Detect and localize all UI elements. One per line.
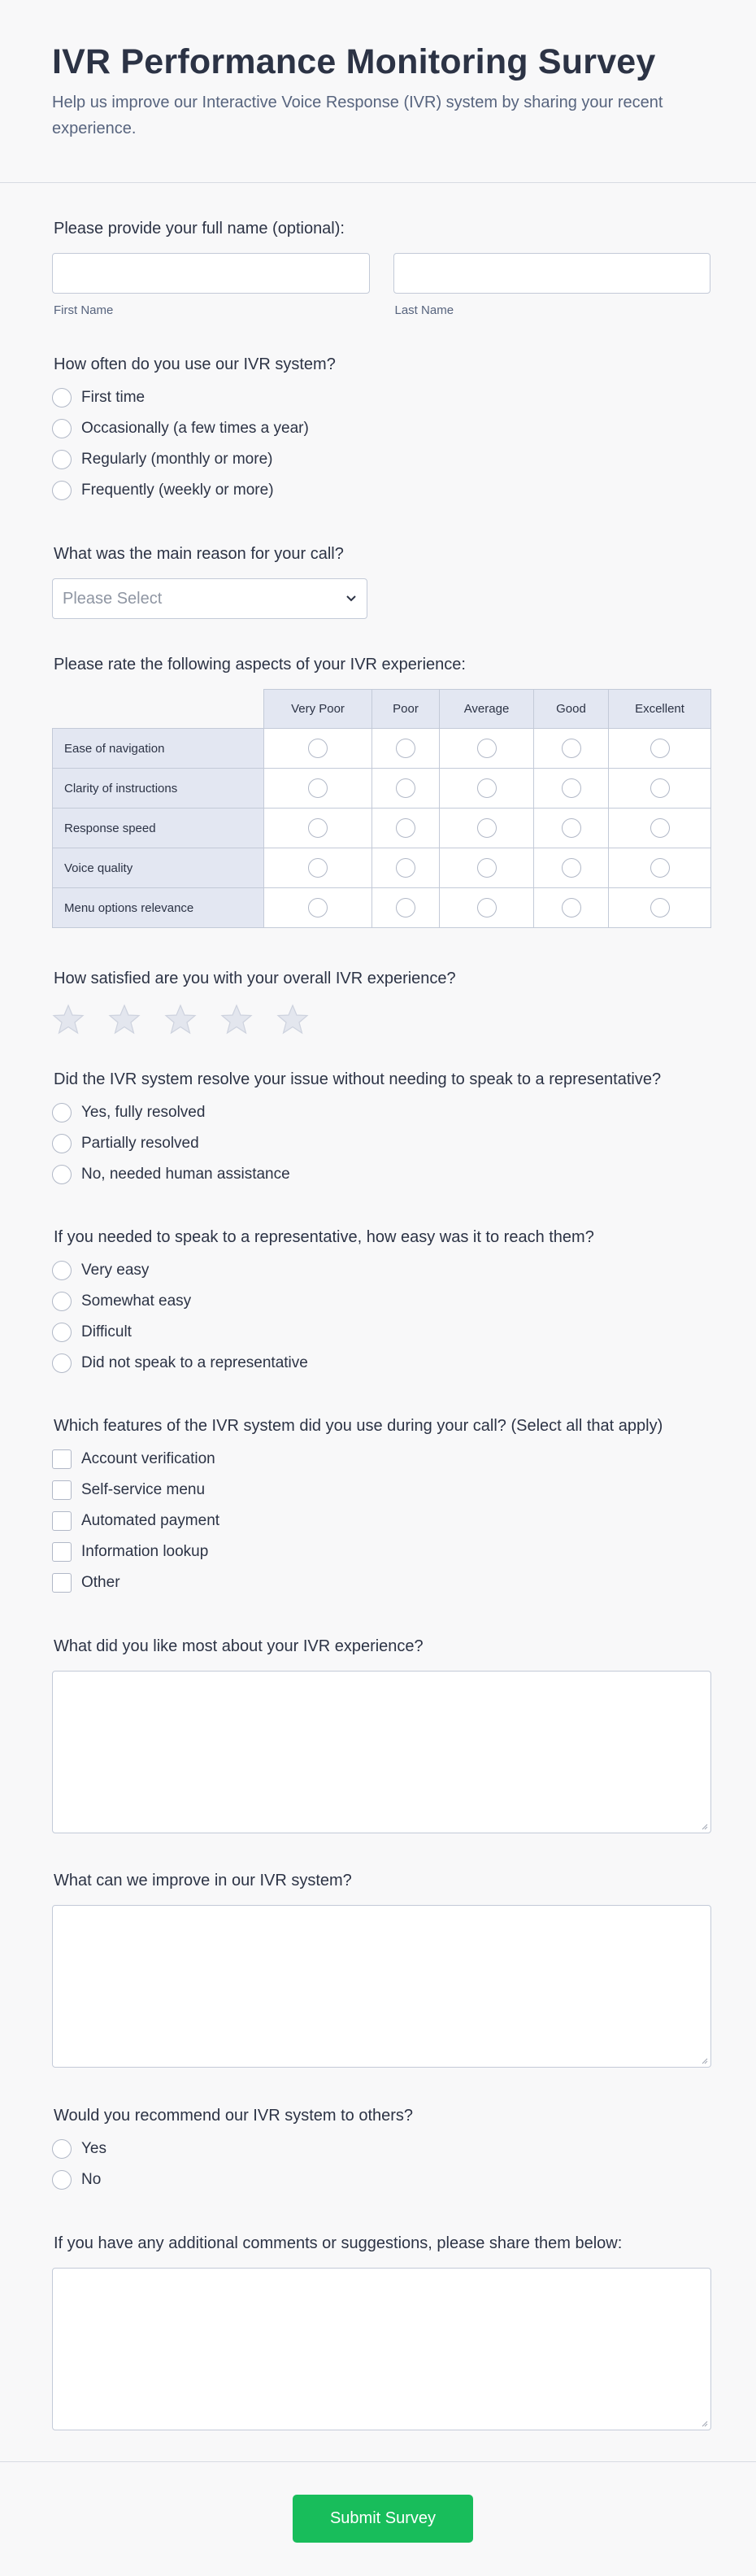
frequency-options (52, 382, 710, 506)
matrix-row (53, 809, 711, 848)
rating-matrix (52, 689, 711, 928)
matrix-column-header: Average (440, 690, 534, 729)
radio-label: Did not speak to a representative (81, 1354, 308, 1371)
radio-option[interactable] (52, 1348, 710, 1379)
matrix-cell[interactable] (534, 888, 609, 928)
radio-option[interactable] (52, 1128, 710, 1159)
name-question: Please provide your full name (optional): (54, 220, 345, 238)
matrix-row-label: Voice quality (53, 848, 264, 888)
radio-option[interactable] (52, 1255, 710, 1286)
satisfaction-question: How satisfied are you with your overall IVR experience? (54, 970, 456, 987)
matrix-row (53, 769, 711, 809)
features-section (52, 1417, 710, 1598)
radio-option[interactable] (52, 444, 710, 475)
checkbox-label: Automated payment (81, 1512, 220, 1529)
radio-button[interactable] (396, 778, 415, 798)
radio-label: First time (81, 389, 146, 406)
rep-section (52, 1228, 710, 1379)
checkbox-option[interactable] (52, 1567, 710, 1598)
name-section (52, 220, 710, 317)
liked-textarea[interactable] (52, 1671, 711, 1833)
radio-button[interactable] (396, 858, 415, 878)
star-icon[interactable] (220, 1003, 253, 1035)
matrix-cell[interactable] (264, 809, 372, 848)
radio-button[interactable] (396, 739, 415, 758)
matrix-cell[interactable] (372, 809, 440, 848)
matrix-cell[interactable] (440, 888, 534, 928)
matrix-cell[interactable] (264, 729, 372, 769)
radio-button[interactable] (562, 778, 581, 798)
matrix-cell[interactable] (372, 888, 440, 928)
radio-button[interactable] (52, 388, 72, 408)
matrix-cell[interactable] (264, 888, 372, 928)
radio-button[interactable] (477, 739, 497, 758)
checkbox[interactable] (52, 1573, 72, 1593)
radio-option[interactable] (52, 1159, 710, 1190)
comments-section (52, 2234, 710, 2430)
radio-button[interactable] (650, 818, 670, 838)
matrix-cell[interactable] (440, 848, 534, 888)
checkbox-label: Information lookup (81, 1543, 209, 1560)
resize-grip-icon[interactable] (700, 2056, 708, 2064)
radio-button[interactable] (650, 898, 670, 918)
checkbox-label: Self-service menu (81, 1481, 206, 1498)
radio-label: Somewhat easy (81, 1292, 192, 1310)
matrix-cell[interactable] (372, 848, 440, 888)
radio-button[interactable] (477, 778, 497, 798)
radio-button[interactable] (52, 1103, 72, 1122)
matrix-cell[interactable] (609, 769, 711, 809)
radio-button[interactable] (52, 2139, 72, 2159)
frequency-section (52, 355, 710, 506)
radio-label: Occasionally (a few times a year) (81, 420, 309, 437)
matrix-corner (53, 690, 264, 729)
radio-button[interactable] (308, 898, 328, 918)
recommend-section (52, 2107, 710, 2195)
checkbox[interactable] (52, 1511, 72, 1531)
radio-label: Difficult (81, 1323, 132, 1340)
form-footer (0, 2461, 756, 2576)
radio-button[interactable] (308, 818, 328, 838)
radio-option[interactable] (52, 1317, 710, 1348)
radio-button[interactable] (52, 1323, 72, 1342)
matrix-cell[interactable] (264, 848, 372, 888)
matrix-row (53, 888, 711, 928)
matrix-cell[interactable] (534, 729, 609, 769)
radio-option[interactable] (52, 1097, 710, 1128)
liked-section (52, 1637, 710, 1833)
frequency-question: How often do you use our IVR system? (54, 355, 336, 373)
radio-button[interactable] (396, 818, 415, 838)
radio-option[interactable] (52, 1286, 710, 1317)
radio-button[interactable] (650, 858, 670, 878)
checkbox-option[interactable] (52, 1444, 710, 1475)
radio-label: Yes, fully resolved (81, 1104, 206, 1121)
matrix-row (53, 729, 711, 769)
radio-label: Partially resolved (81, 1135, 199, 1152)
last-name-input[interactable] (393, 253, 711, 294)
liked-question: What did you like most about your IVR experience? (54, 1637, 424, 1655)
matrix-row-label: Response speed (53, 809, 264, 848)
rating-question: Please rate the following aspects of your IVR experience: (54, 656, 466, 673)
radio-button[interactable] (562, 898, 581, 918)
improve-question: What can we improve in our IVR system? (54, 1872, 352, 1890)
resolved-section (52, 1070, 710, 1190)
reason-section (52, 545, 710, 619)
checkbox-label: Account verification (81, 1450, 215, 1467)
radio-label: No, needed human assistance (81, 1166, 290, 1183)
star-icon[interactable] (108, 1003, 141, 1035)
comments-textarea[interactable] (52, 2268, 711, 2430)
checkbox-option[interactable] (52, 1506, 710, 1536)
radio-button[interactable] (650, 778, 670, 798)
checkbox[interactable] (52, 1480, 72, 1500)
features-question: Which features of the IVR system did you use during your call? (Select all that apply) (54, 1417, 663, 1435)
matrix-header-row (53, 690, 711, 729)
form-header (0, 0, 756, 183)
matrix-cell[interactable] (609, 729, 711, 769)
star-icon[interactable] (52, 1003, 85, 1035)
radio-button[interactable] (52, 481, 72, 500)
radio-button[interactable] (562, 739, 581, 758)
radio-option[interactable] (52, 475, 710, 506)
matrix-cell[interactable] (534, 769, 609, 809)
star-icon[interactable] (164, 1003, 197, 1035)
matrix-row-label: Ease of navigation (53, 729, 264, 769)
matrix-cell[interactable] (440, 809, 534, 848)
resize-grip-icon[interactable] (700, 2419, 708, 2427)
matrix-cell[interactable] (534, 809, 609, 848)
radio-button[interactable] (477, 818, 497, 838)
matrix-row-label: Clarity of instructions (53, 769, 264, 809)
radio-button[interactable] (52, 2170, 72, 2190)
checkbox-option[interactable] (52, 1536, 710, 1567)
matrix-cell[interactable] (534, 848, 609, 888)
last-name-label: Last Name (394, 303, 454, 317)
chevron-down-icon (345, 595, 357, 603)
matrix-cell[interactable] (609, 809, 711, 848)
resize-grip-icon[interactable] (700, 1822, 708, 1830)
rep-question: If you needed to speak to a representative, how easy was it to reach them? (54, 1228, 594, 1246)
submit-button[interactable]: Submit Survey (293, 2495, 473, 2543)
improve-textarea[interactable] (52, 1905, 711, 2068)
satisfaction-section (52, 970, 710, 1035)
matrix-column-header: Poor (372, 690, 440, 729)
radio-label: Frequently (weekly or more) (81, 482, 274, 499)
radio-button[interactable] (308, 858, 328, 878)
radio-button[interactable] (52, 1165, 72, 1184)
matrix-cell[interactable] (264, 769, 372, 809)
radio-button[interactable] (308, 739, 328, 758)
radio-button[interactable] (52, 1353, 72, 1373)
matrix-column-header: Excellent (609, 690, 711, 729)
first-name-input[interactable] (52, 253, 370, 294)
matrix-row (53, 848, 711, 888)
radio-button[interactable] (52, 1292, 72, 1311)
radio-button[interactable] (396, 898, 415, 918)
radio-button[interactable] (562, 858, 581, 878)
page-subtitle: Help us improve our Interactive Voice Response (IVR) system by sharing your recent experience. (52, 94, 663, 137)
checkbox[interactable] (52, 1542, 72, 1562)
first-name-label: First Name (54, 303, 114, 317)
radio-option[interactable] (52, 413, 710, 444)
radio-button[interactable] (52, 1261, 72, 1280)
matrix-cell[interactable] (372, 769, 440, 809)
matrix-cell[interactable] (440, 729, 534, 769)
checkbox-option[interactable] (52, 1475, 710, 1506)
radio-button[interactable] (52, 419, 72, 438)
matrix-column-header: Good (534, 690, 609, 729)
radio-button[interactable] (562, 818, 581, 838)
radio-button[interactable] (52, 450, 72, 469)
radio-option[interactable] (52, 2134, 710, 2164)
select-placeholder: Please Select (63, 589, 163, 608)
radio-button[interactable] (477, 858, 497, 878)
reason-question: What was the main reason for your call? (54, 545, 344, 563)
radio-button[interactable] (52, 1134, 72, 1153)
matrix-cell[interactable] (372, 729, 440, 769)
matrix-column-header: Very Poor (264, 690, 372, 729)
radio-label: Regularly (monthly or more) (81, 451, 273, 468)
radio-button[interactable] (308, 778, 328, 798)
rating-section (52, 656, 710, 928)
radio-option[interactable] (52, 2164, 710, 2195)
reason-select[interactable] (52, 578, 367, 619)
comments-question: If you have any additional comments or suggestions, please share them below: (54, 2234, 623, 2252)
matrix-cell[interactable] (440, 769, 534, 809)
star-icon[interactable] (276, 1003, 309, 1035)
star-rating (52, 1003, 710, 1035)
radio-button[interactable] (477, 898, 497, 918)
improve-section (52, 1872, 710, 2068)
resolved-question: Did the IVR system resolve your issue without needing to speak to a representative? (54, 1070, 662, 1088)
checkbox-label: Other (81, 1574, 120, 1591)
radio-label: Very easy (81, 1262, 150, 1279)
checkbox[interactable] (52, 1449, 72, 1469)
matrix-cell[interactable] (609, 848, 711, 888)
radio-button[interactable] (650, 739, 670, 758)
page-title: IVR Performance Monitoring Survey (52, 42, 656, 81)
recommend-question: Would you recommend our IVR system to others? (54, 2107, 414, 2125)
matrix-cell[interactable] (609, 888, 711, 928)
matrix-row-label: Menu options relevance (53, 888, 264, 928)
radio-label: No (81, 2171, 102, 2188)
radio-label: Yes (81, 2140, 106, 2157)
radio-option[interactable] (52, 382, 710, 413)
